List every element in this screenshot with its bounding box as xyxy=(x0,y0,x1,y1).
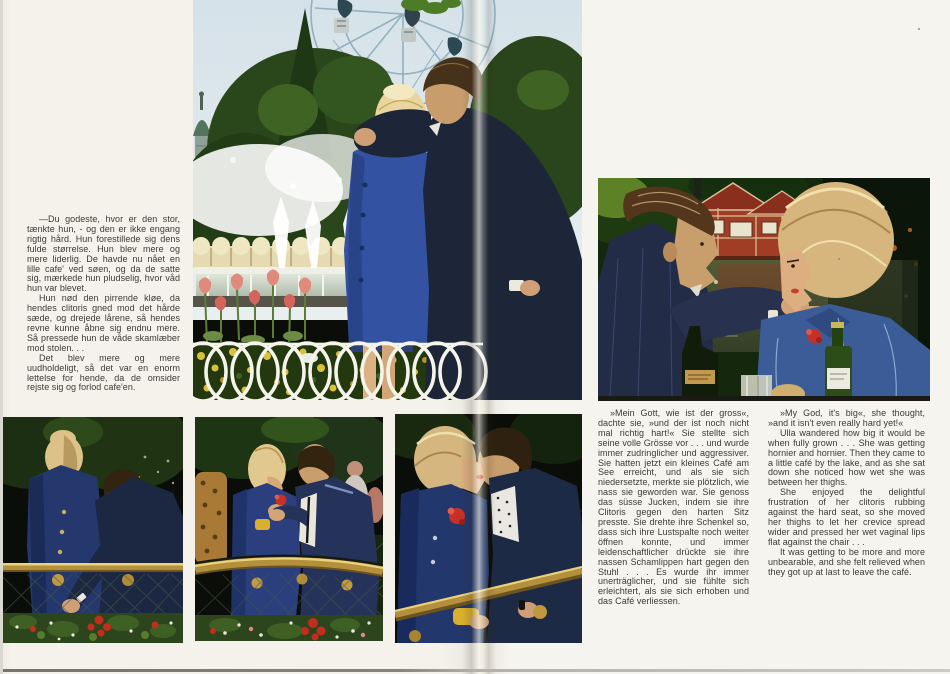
page-bottom-edge xyxy=(0,669,950,672)
photo-railing-flower-pinning xyxy=(195,417,383,641)
polka-dot-shirt xyxy=(491,486,519,542)
danish-paragraph: Hun nød den pirrende kløe, da hendes clitoris gned mod det hårde sæde, og drejede lårene, så hendes revne kunne åbne sig endnu mere. Så pressede hun de våde skamlæber mod stolen. . . xyxy=(27,293,180,353)
kiss xyxy=(477,475,484,479)
english-text-column xyxy=(768,409,925,577)
page-left-edge xyxy=(0,0,3,674)
german-text-column xyxy=(598,409,749,607)
english-paragraph: Ulla wandered how big it would be when fully grown . . . She was getting hornier and hornier. Then they came to a little café by the lake, and as she sat down she noticed how wet she was between her thighs. xyxy=(768,427,925,488)
flower-bed xyxy=(195,615,383,641)
dust-speck xyxy=(838,258,840,260)
english-paragraph: »My God, it's big«, she thought, »and it isn't even really hard yet!« xyxy=(768,408,925,428)
flower-bed xyxy=(3,613,183,643)
danish-text-column xyxy=(27,215,180,393)
photo-railing-kiss xyxy=(395,414,582,643)
photo-lakeside-cafe-couple xyxy=(598,178,930,401)
photo-railing-flower-picking xyxy=(3,417,183,643)
german-paragraph: »Mein Gott, wie ist der gross«, dachte sie, »und der ist noch nicht mal richtig hart!« Sie stellte sich seine volle Grösse vor . . . und wurde immer zudringlicher und aggressiver. Sie hatten jetzt ein kleines Café am See erreicht, und als sie sich niedersetzte, merkte sie plötzlich, wie nass sie geworden war. Sie genoss das süsse Jucken, indem sie ihre Clitoris gegen den harten Sitz presste. Sie drehte ihre Schenkel so, dass sich ihre Lustspalte noch weiter öffnen konnte, und immer leidenschaftlicher drückte sie ihre nassen Schamlippen hart gegen den Stuhl . . . Es wurde ihr immer unerträglicher, und sie fühlte sich erleichtert, als sie sich erhoben und das Café verliessen. xyxy=(598,408,749,607)
danish-paragraph: —Du godeste, hvor er den stor, tænkte hun, - og den er ikke engang rigtig hård. Hun forestillede sig dens fulde størrelse. Hun blev mere og mere liderlig. De havde nu nået en lille cafe' ved søen, og da de satte sig, mærkede hun pludselig, hvor våd hun var blevet. xyxy=(27,214,180,294)
dust-speck xyxy=(918,28,920,30)
man-hand xyxy=(354,128,376,146)
danish-paragraph: Det blev mere og mere uudholdeligt, så det var en enorm lettelse for hende, da de omsider rejste sig og forlod cafe'en. xyxy=(27,352,180,393)
photo-park-fountain-couple xyxy=(193,0,582,400)
patterned-chair xyxy=(195,472,227,564)
english-paragraph: It was getting to be more and more unbearable, and she felt relieved when they got up at last to leave the café. xyxy=(768,546,925,577)
english-paragraph: She enjoyed the delightful frustration of her clitoris rubbing against the hard seat, so she moved her thighs to let her crevice spread wider and pressed her wet vaginal lips flat against the chair . . . xyxy=(768,487,925,547)
